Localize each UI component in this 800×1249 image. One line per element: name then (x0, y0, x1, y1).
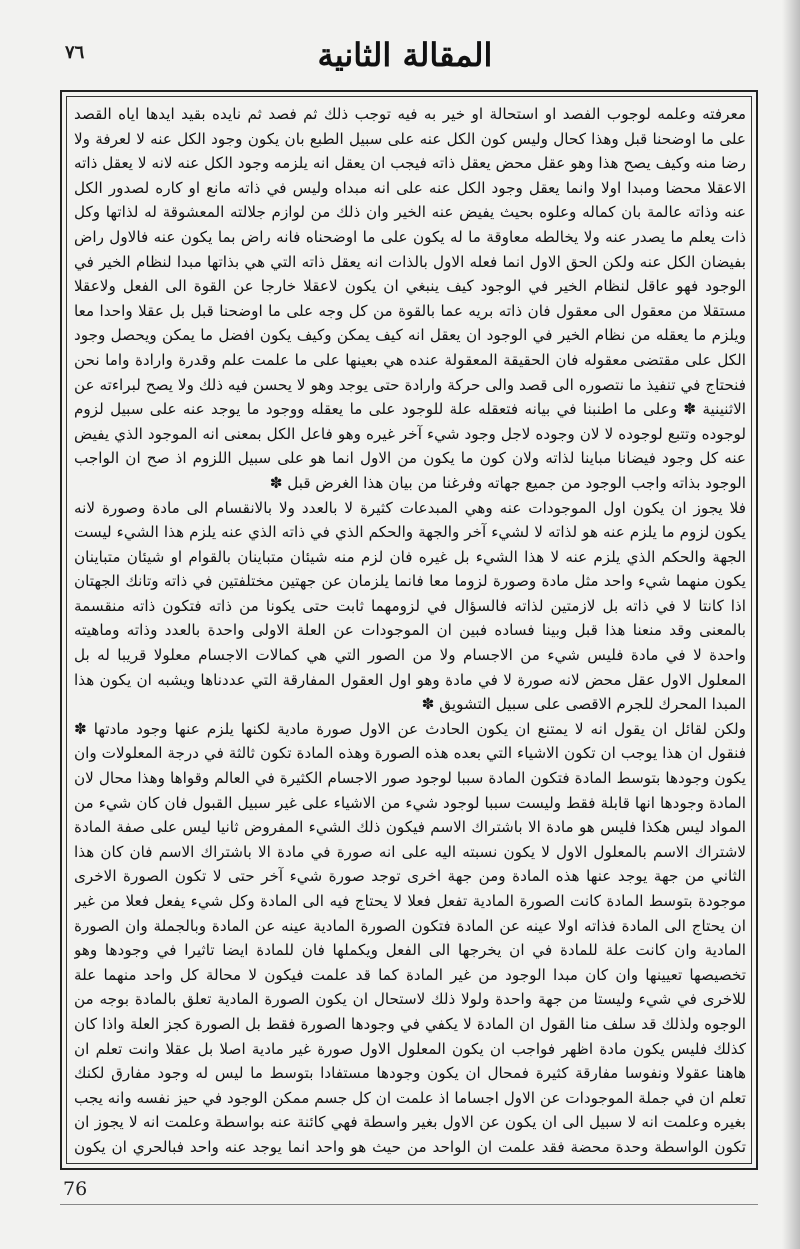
page-footer (55, 1176, 760, 1206)
page-header (55, 32, 755, 84)
paragraph: فلا يجوز ان يكون اول الموجودات عنه وهي المبدعات كثيرة لا بالعدد ولا بالانقسام الى مادة وصورة لانه يكون لزوم ما يلزم عنه هو لذاته لا لشيء آخر والجهة والحكم الذي في ذاته الذي عنه يلزم هذا الشيء ليست الجهة والحكم الذي يلزم عنه لا هذا الشيء بل غيره فان لزم منه شيئان متباينان بالقوام او شيئان متباينان يكون منهما شيء واحد مثل مادة وصورة لزوما معا فانما يلزمان عن جهتين مختلفتين في ذاته وتانك الجهتان اذا كانتا لا في ذاته بل لازمتين لذاته فالسؤال في لزومهما ثابت حتى يكونا من ذاته فتكون ذاته منقسمة بالمعنى وقد منعنا هذا قبل وبينا فساده فبين ان الموجودات عن العلة الاولى واحدة بالعدد وذاته وماهيته واحدة لا في مادة فليس شيء من الاجسام ولا من الصور التي هي كمالات الاجسام معلولا قريبا له بل المعلول الاول عقل محض لانه صورة لا في مادة وهو اول العقول المفارقة التي عددناها ويشبه ان يكون هذا المبدا المحرك للجرم الاقصى على سبيل التشويق ✽ (74, 498, 746, 714)
running-title: المقالة الثانية (317, 36, 493, 74)
page-number-bottom: 76 (63, 1178, 88, 1200)
paragraph: ولكن لقائل ان يقول انه لا يمتنع ان يكون الحادث عن الاول صورة مادية لكنها يلزم عنها وجود مادتها ✽ فنقول ان هذا يوجب ان تكون الاشياء التي بعده هذه الصورة وهذه المادة تكون ثالثة في درجة المعلولات وان يكون وجودها بتوسط المادة فتكون المادة سببا لوجود صور الاجسام الكثيرة في العالم وقواها وهذا محال لان المادة وجودها انها قابلة فقط وليست سببا لوجود شيء من الاشياء على غير سبيل القبول فان كان شيء من المواد ليس هكذا فليس هو مادة الا باشتراك الاسم فيكون ذلك الشيء المفروض ثانيا ليس على صفة المادة لاشتراك الاسم بالمعلول الاول لا يكون نسبته اليه على انه صورة في مادة الا باشتراك الاسم فان كان هذا الثاني من جهة يوجد عنها هذه المادة ومن جهة اخرى توجد صورة شيء آخر حتى لا تكون الصورة الاخرى موجودة بتوسط المادة كانت الصورة المادية تفعل فعلا لا يحتاج فيه الى المادة وكل شيء يفعل فعلا من غير ان يحتاج الى المادة فذاته اولا عينه عن المادة فتكون الصورة المادية عينه عن المادة وبالجملة وان الصورة المادية وان كانت علة للمادة في ان يخرجها الى الفعل ويكملها فان للمادة ايضا تاثيرا في وجودها وهو تخصيصها تعيينها وان كان مبدا الوجود من غير المادة كما قد علمت فيكون لا محالة كل واحد منهما علة للاخرى في شيء وليستا من جهة واحدة ولولا ذلك لاستحال ان يكون الصورة المادية تعلق بالمادة بوجه من الوجوه ولذلك قد سلف منا القول ان المادة لا يكفي في وجودها الصورة فقط بل الصورة كجز العلة واذا كان كذلك فليس يكون مادة اظهر فواجب ان يكون المعلول الاول صورة غير مادية اصلا بل عقلا وانت تعلم ان هاهنا عقولا ونفوسا مفارقة كثيرة فمحال ان يكون وجودها مستفادا بتوسط ما ليس له وجود مفارق لكنك تعلم ان في جملة الموجودات عن الاول اجساما اذ علمت ان كل جسم ممكن الوجود في حيز نفسه وانه يجب بغيره وعلمت انه لا سبيل الى ان يكون عن الاول بغير واسطة فهي كائنة عنه بواسطة وعلمت انه لا يجوز ان تكون الواسطة وحدة محضة فقد علمت ان الواحد من حيث هو واحد انما يوجد عنه واحد فبالحري ان يكون (74, 719, 746, 1156)
footer-divider (60, 1204, 758, 1205)
page-edge-shadow (782, 0, 800, 1249)
body-text (74, 102, 746, 1158)
page-number-top: ٧٦ (65, 42, 85, 63)
paragraph: معرفته وعلمه لوجوب الفصد او استحالة او خير به فيه توجب ذلك ثم فصد ثم نايده بقيد ايدها اياه القصد على ما اوضحنا قبل وهذا كحال وليس كون الكل عنه على سبيل الطبع بان يكون وجود الكل عنه لا لعرفة ولا رضا منه وكيف يصح هذا وهو عقل محض يعقل ذاته فيجب ان يعقل انه يلزمه وجود الكل عنه لانه لا يعقل ذاته الاعقلا محضا ومبدا اولا وانما يعقل وجود الكل عنه على انه مبداه وليس في ذاته مانع او كاره لصدور الكل عنه وذاته عالمة بان كماله وعلوه بحيث يفيض عنه الخير وان ذلك من لوازم جلالته المعشوقة له لذاتها وكل ذات يعلم ما يصدر عنه ولا يخالطه معاوقة ما له يكون على ما اوضحناه فانه راض بما يكون عنه فالاول راض بفيضان الكل عنه ولكن الحق الاول انما فعله الاول بالذات انه يعقل ذاته التي هي بذاتها مبدا لنظام الخير في الوجود فهو عاقل لنظام الخير في الوجود كيف ينبغي ان يكون لاعقلا خارجا عن القوة الى الفعل ولاعقلا مستقلا من معقول الى معقول فان ذاته بريه عما بالقوة من كل وجه على ما اوضحنا قبل بل عقلا واحدا معا ويلزم ما يعقله من نظام الخير في الوجود ان يعقل انه كيف يمكن وكيف يكون افضل ما يمكن ويحصل وجود الكل على مقتضى معقوله فان الحقيقة المعقولة عنده هي بعينها على ما علمت علم وقدرة وارادة واما نحن فنحتاج في تنفيذ ما نتصوره الى قصد والى حركة وارادة حتى يوجد وهو لا يحسن فيه ذلك ولا يصح لبراءته عن الاثنينية ✽ وعلى ما اطنبنا في بيانه فتعقله علة للوجود على ما يعقله ووجود ما يوجد عنه على سبيل لزوم لوجوده وتتبع لوجوده لا لان وجوده لاجل وجود شيء آخر غيره وهو فاعل الكل بمعنى انه الموجود الذي يفيض عنه كل وجود فيضانا مباينا لذاته ولان كون ما يكون من الاول انما هو على سبيل اللزوم اذ صح ان الواجب الوجود بذاته واجب الوجود من جميع جهاته وفرغنا من بيان هذا الغرض قبل ✽ (74, 105, 746, 492)
text-frame (60, 90, 758, 1170)
